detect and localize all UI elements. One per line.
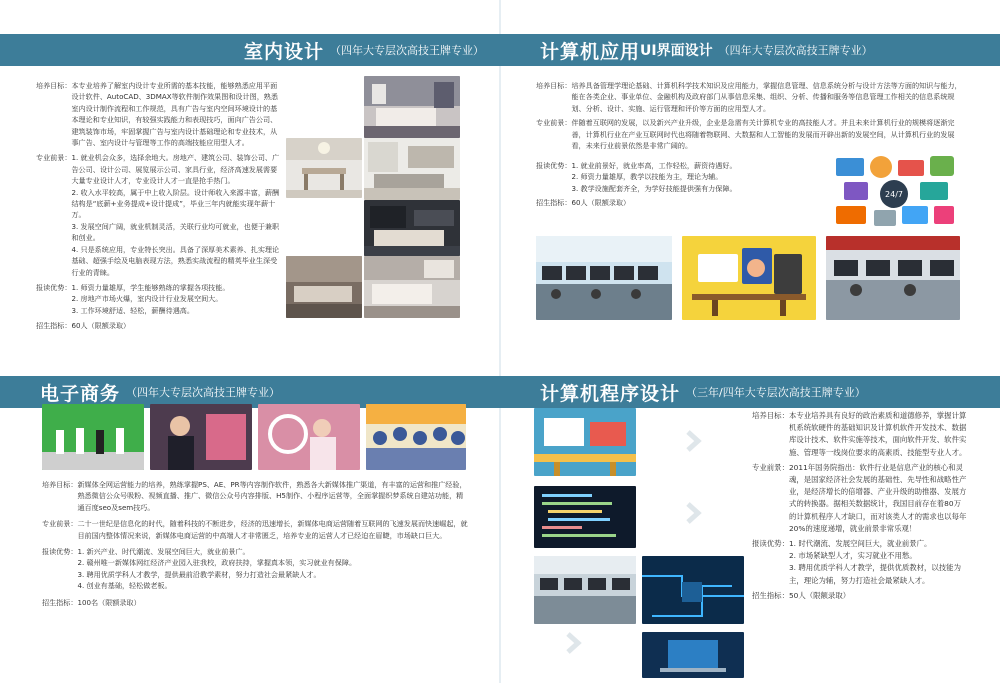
section-body-lower — [536, 160, 806, 209]
prospects-label: 专业前景： — [752, 462, 789, 472]
section-ui-design — [500, 0, 1000, 341]
chevron-right-icon — [682, 502, 704, 524]
list-item: 2. 师资力量雄厚，教学以技能为主，理论为辅。 — [571, 172, 723, 182]
photo-circuit-board — [642, 556, 744, 624]
goal-label: 培养目标： — [42, 480, 78, 489]
list-item: 3. 聘用优质学科人才教学，提供优质教材，以技能为主，理论为辅，努力打造社会最紧缺人才。 — [788, 563, 961, 585]
list-item: 1. 就业机会众多，选择余地大。房地产、建筑公司、装饰公司、广告公司、设计公司、展览展示公司、家具行业，经济高速发展需要大量专业设计人才，专业设计人才一直是抢手热门。 — [71, 153, 280, 186]
advantages-label: 报读优势： — [42, 547, 78, 557]
photo-dining-room — [286, 138, 362, 198]
goal-row — [36, 80, 280, 148]
chevron-right-icon — [562, 632, 584, 654]
list-item: 4. 创业有基础，轻松做老板。 — [77, 581, 172, 591]
section-ecommerce — [0, 342, 500, 683]
illustration-coding-desk — [534, 408, 636, 476]
enroll-row — [42, 597, 470, 608]
goal-text: 培养具备管理学理论基础、计算机科学技术知识及应用能力，掌握信息管理、信息系统分析与设计方法等方面的知识与能力，能在各类企业、事业单位、金融机构及政府部门从事信息采集、组织、分析、传播和服务等信息管理工作相关的信息系统规划、分析、设计、实施、运行管理和评价等方面的应用型人才。 — [571, 81, 962, 113]
section-subtitle: （三年/四年大专层次高技王牌专业） — [686, 386, 866, 399]
list-item: 3. 工作环境舒适、轻松，薪酬待遇高。 — [71, 305, 194, 315]
list-item: 1. 新兴产业、时代潮流、发展空间巨大，就业前景广。 — [77, 547, 250, 557]
illustration-developer — [682, 236, 816, 320]
section-banner — [500, 376, 1000, 408]
enroll-value: 50人（限额录取） — [788, 590, 851, 600]
advantages-list — [77, 546, 470, 592]
section-interior-design — [0, 0, 500, 341]
prospects-text: 2011年国务院指出：软件行业是信息产业的核心和灵魂，是国家经济社会发展的基础性、先导性和战略性产业，是经济增长的倍增器、产业升级的助推器、发展方式的转换器。据相关数据统计，我国目前存在着80万的计算机程序人才缺口，而对该类人才的需求也以每年20%的速度递增，就业前景非常乐观！ — [788, 462, 967, 533]
list-item: 1. 师资力量雄厚，学生能够熟练的掌握各项技能。 — [71, 282, 230, 292]
enroll-row — [536, 197, 806, 208]
goal-label: 培养目标： — [752, 411, 789, 420]
section-body — [42, 479, 470, 608]
list-item: 2. 收入水平较高，属于中上收入阶层。设计师收入来源丰富，薪酬结构是“底薪+业务提成+设计提成”，毕业三年内就能实现年薪十万。 — [71, 187, 280, 220]
section-title-suffix: UI界面设计 — [640, 43, 713, 59]
photo-live-host — [150, 404, 252, 470]
prospects-row — [536, 117, 964, 151]
goal-text: 本专业培养具有良好的政治素质和道德修养，掌握计算机系统软硬件的基础知识及计算机软件开发技术、数据库设计技术、软件实施等技术，面向软件开发、软件实施、管理等一线岗位要求的高素质、技能型专业人才。 — [788, 411, 967, 457]
goal-row — [42, 479, 470, 513]
enroll-value: 60人（限额录取） — [571, 198, 631, 208]
section-subtitle: （四年大专层次高技王牌专业） — [126, 386, 281, 399]
prospects-row — [752, 462, 968, 535]
photo-ring-light — [258, 404, 360, 470]
section-title: 计算机应用 — [540, 40, 641, 63]
goal-text: 本专业培养了解室内设计专业所需的基本技能，能够熟悉应用平面设计软件、AutoCAD、3DMAX等软件制作效果图和设计图，熟悉室内设计制作流程和工作规范，具有广告与室内空间环境设计的基本理论和专业知识，有较强实践能力和表现技巧，面向广告公司、建筑装饰市场，牢固掌握广告与室内设计基础理论和专业技术，从事广告、室内设计与管理等工作的高端技能应用型人才。 — [71, 81, 278, 148]
prospects-row — [42, 518, 470, 541]
illustration-computer-services — [830, 152, 960, 230]
enroll-label: 招生指标： — [36, 321, 72, 331]
goal-row — [536, 80, 964, 114]
advantages-list — [571, 160, 806, 194]
photo-code-screen — [534, 486, 636, 548]
prospects-text: 二十一世纪是信息化的时代，随着科技的不断进步，经济的迅速增长，新媒体电商运营随着互联网的飞速发展而快速崛起，就目前国内整体情况来说，新媒体电商运营的中高端人才非常匮乏，培养专业的运营人才已经迫在眉睫，市场缺口巨大。 — [77, 519, 468, 540]
prospects-list — [71, 152, 280, 277]
advantages-row — [536, 160, 806, 194]
list-item: 3. 教学设施配套齐全，为学好技能提供强有力保障。 — [571, 183, 737, 193]
advantages-label: 报读优势： — [536, 161, 572, 170]
section-banner — [500, 34, 1000, 66]
advantages-row — [42, 546, 470, 592]
advantages-list — [71, 282, 280, 316]
section-title: 计算机程序设计 — [540, 382, 681, 405]
section-title: 电子商务 — [40, 382, 121, 405]
photo-living-room — [364, 138, 460, 200]
enroll-label: 招生指标： — [752, 590, 789, 600]
list-item: 2. 房地产市场火爆，室内设计行业发展空间大。 — [71, 294, 223, 304]
section-banner — [0, 34, 500, 66]
enroll-row — [752, 590, 968, 602]
photo-bedroom — [364, 76, 460, 138]
illustration-label: 24/7 — [885, 190, 903, 199]
list-item: 4. 只是系统应用，专业特长突出。具备了深厚美术素养、扎实理论基础、超强手绘及电脑表现方法，熟悉实战流程的精英毕业生深受行业的青睐。 — [71, 244, 280, 277]
photo-computer-lab — [536, 236, 672, 320]
section-body — [36, 80, 280, 332]
list-item: 3. 发展空间广阔，就业机制灵活，关联行业均可就业，也便于兼职和创业。 — [71, 221, 280, 243]
list-item: 2. 赣州唯一新媒体网红经济产业园入驻我校，政府扶持，掌握真本领，实习就业有保障。 — [77, 558, 357, 568]
prospects-label: 专业前景： — [42, 519, 78, 529]
enroll-row — [36, 320, 280, 331]
section-subtitle: （四年大专层次高技王牌专业） — [718, 44, 873, 57]
list-item: 1. 时代潮流、发展空间巨大，就业前景广。 — [788, 539, 932, 549]
photo-event-crowd — [366, 404, 466, 470]
chevron-right-icon — [682, 430, 704, 452]
prospects-label: 专业前景： — [536, 118, 572, 128]
photo-livestream-studio — [42, 404, 144, 470]
photo-dark-bedroom — [364, 200, 460, 256]
photo-lounge — [286, 256, 362, 318]
prospects-row — [36, 152, 280, 277]
section-body — [536, 80, 964, 151]
prospects-text: 伴随着互联网的发展，以及新兴产业升级，企业是急需有关计算机专业的高技能人才。并且未来计算机行业的规模将逐渐完善，计算机行业在产业互联网时代也将随着物联网、大数据和人工智能的发展而开辟出新的发展空间，从计算机行业的发展看，未来行业前景依然是非常广阔的。 — [571, 118, 955, 151]
photo-programming-lab — [534, 556, 636, 624]
advantages-label: 报读优势： — [752, 539, 789, 549]
goal-text: 新媒体全网运营能力的培养，熟练掌握PS、AE、PR等内容制作软件，熟悉各大新媒体推广渠道，有丰富的运营和推广经验，熟悉微信公众号吸粉、视频直播、推广、微信公众号内容排版、H5制作、小程序运营等，全面掌握织梦系统自建站功能，精通百度seo及sem技巧。 — [77, 480, 467, 512]
list-item: 3. 聘用优质学科人才教学，提供最前沿教学素材，努力打造社会最紧缺人才。 — [77, 569, 321, 579]
section-programming — [500, 342, 1000, 683]
enroll-label: 招生指标： — [42, 597, 78, 607]
list-item: 2. 市场紧缺型人才，实习就业不用愁。 — [788, 551, 917, 561]
goal-label: 培养目标： — [536, 81, 572, 90]
goal-row — [752, 410, 968, 459]
advantages-row — [752, 538, 968, 587]
photo-laptop-network — [642, 632, 744, 678]
photo-training-class — [826, 236, 960, 320]
enroll-value: 100名（限额录取） — [77, 597, 141, 607]
list-item: 1. 就业前景好，就业率高，工作轻松，薪资待遇好。 — [571, 161, 737, 170]
advantages-list — [789, 538, 968, 587]
section-body — [752, 410, 968, 602]
photo-bedroom-grey — [364, 256, 460, 318]
section-subtitle: （四年大专层次高技王牌专业） — [330, 44, 484, 57]
enroll-value: 60人（限额录取） — [71, 321, 131, 331]
advantages-row — [36, 282, 280, 316]
section-title: 室内设计 — [243, 40, 324, 63]
advantages-label: 报读优势： — [36, 282, 72, 292]
prospects-label: 专业前景： — [36, 153, 72, 163]
goal-label: 培养目标： — [36, 81, 72, 90]
enroll-label: 招生指标： — [536, 198, 572, 208]
